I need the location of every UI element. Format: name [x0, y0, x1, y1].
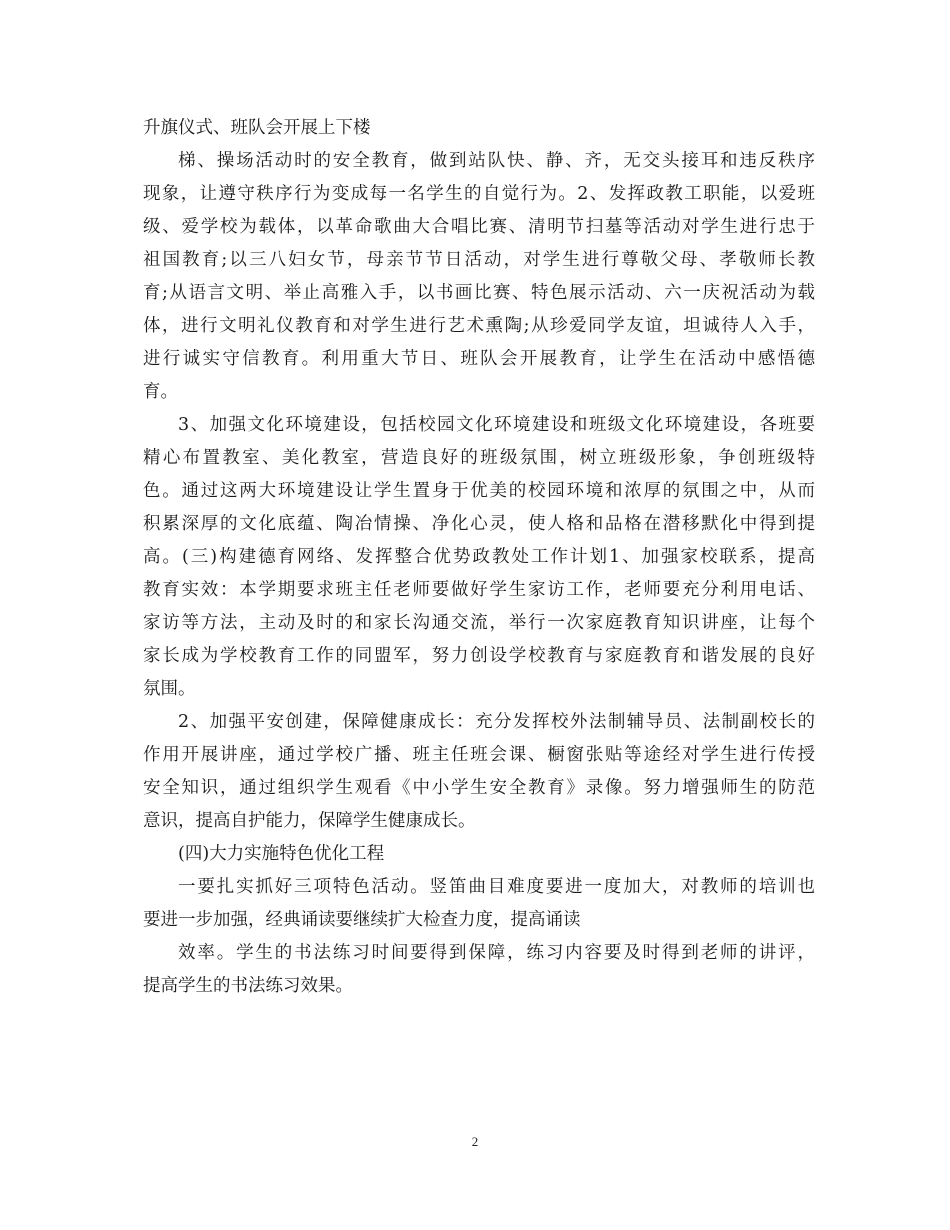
text-line: 体，进行文明礼仪教育和对学生进行艺术熏陶;从珍爱同学友谊，坦诚待人入手， [143, 316, 815, 336]
text-line: 进行诚实守信教育。利用重大节日、班队会开展教育，让学生在活动中感悟德 [143, 349, 815, 369]
text-line: 育。 [143, 382, 178, 402]
text-line: 家长成为学校教育工作的同盟军，努力创设学校教育与家庭教育和谐发展的良好 [143, 646, 815, 666]
text-line: 教育实效：本学期要求班主任老师要做好学生家访工作，老师要充分利用电话、 [143, 580, 815, 600]
page-number: 2 [471, 1134, 479, 1149]
text-line: 要进一步加强，经典诵读要继续扩大检查力度，提高诵读 [143, 910, 581, 930]
text-line: 祖国教育;以三八妇女节，母亲节节日活动，对学生进行尊敬父母、孝敬师长教 [143, 250, 815, 270]
text-line: 级、爱学校为载体，以革命歌曲大合唱比赛、清明节扫墓等活动对学生进行忠于 [143, 217, 815, 237]
section-heading: (四)大力实施特色优化工程 [178, 844, 385, 864]
text-line: 氛围。 [143, 679, 196, 699]
text-line: 意识，提高自护能力，保障学生健康成长。 [143, 811, 476, 831]
text-line: 梯、操场活动时的安全教育，做到站队快、静、齐，无交头接耳和违反秩序 [178, 151, 815, 171]
text-line: 升旗仪式、班队会开展上下楼 [143, 118, 371, 138]
text-line: 2、加强平安创建，保障健康成长：充分发挥校外法制辅导员、法制副校长的 [178, 712, 815, 732]
text-line: 提高学生的书法练习效果。 [143, 976, 353, 996]
document-body [143, 112, 815, 1003]
text-line: 安全知识，通过组织学生观看《中小学生安全教育》录像。努力增强师生的防范 [143, 778, 815, 798]
text-line: 作用开展讲座，通过学校广播、班主任班会课、橱窗张贴等途经对学生进行传授 [143, 745, 815, 765]
text-line: 育;从语言文明、举止高雅入手，以书画比赛、特色展示活动、六一庆祝活动为载 [143, 283, 815, 303]
text-line: 现象，让遵守秩序行为变成每一名学生的自觉行为。2、发挥政教工职能，以爱班 [143, 184, 815, 204]
text-line: 效率。学生的书法练习时间要得到保障，练习内容要及时得到老师的讲评， [178, 943, 815, 963]
text-line: 色。通过这两大环境建设让学生置身于优美的校园环境和浓厚的氛围之中，从而 [143, 481, 815, 501]
text-line: 一要扎实抓好三项特色活动。竖笛曲目难度要进一度加大，对教师的培训也 [178, 877, 815, 897]
text-line: 家访等方法，主动及时的和家长沟通交流，举行一次家庭教育知识讲座，让每个 [143, 613, 815, 633]
text-line: 积累深厚的文化底蕴、陶冶情操、净化心灵，使人格和品格在潜移默化中得到提 [143, 514, 815, 534]
text-line: 精心布置教室、美化教室，营造良好的班级氛围，树立班级形象，争创班级特 [143, 448, 815, 468]
text-line: 3、加强文化环境建设，包括校园文化环境建设和班级文化环境建设，各班要 [178, 415, 815, 435]
text-line: 高。(三)构建德育网络、发挥整合优势政教处工作计划1、加强家校联系，提高 [143, 547, 815, 567]
